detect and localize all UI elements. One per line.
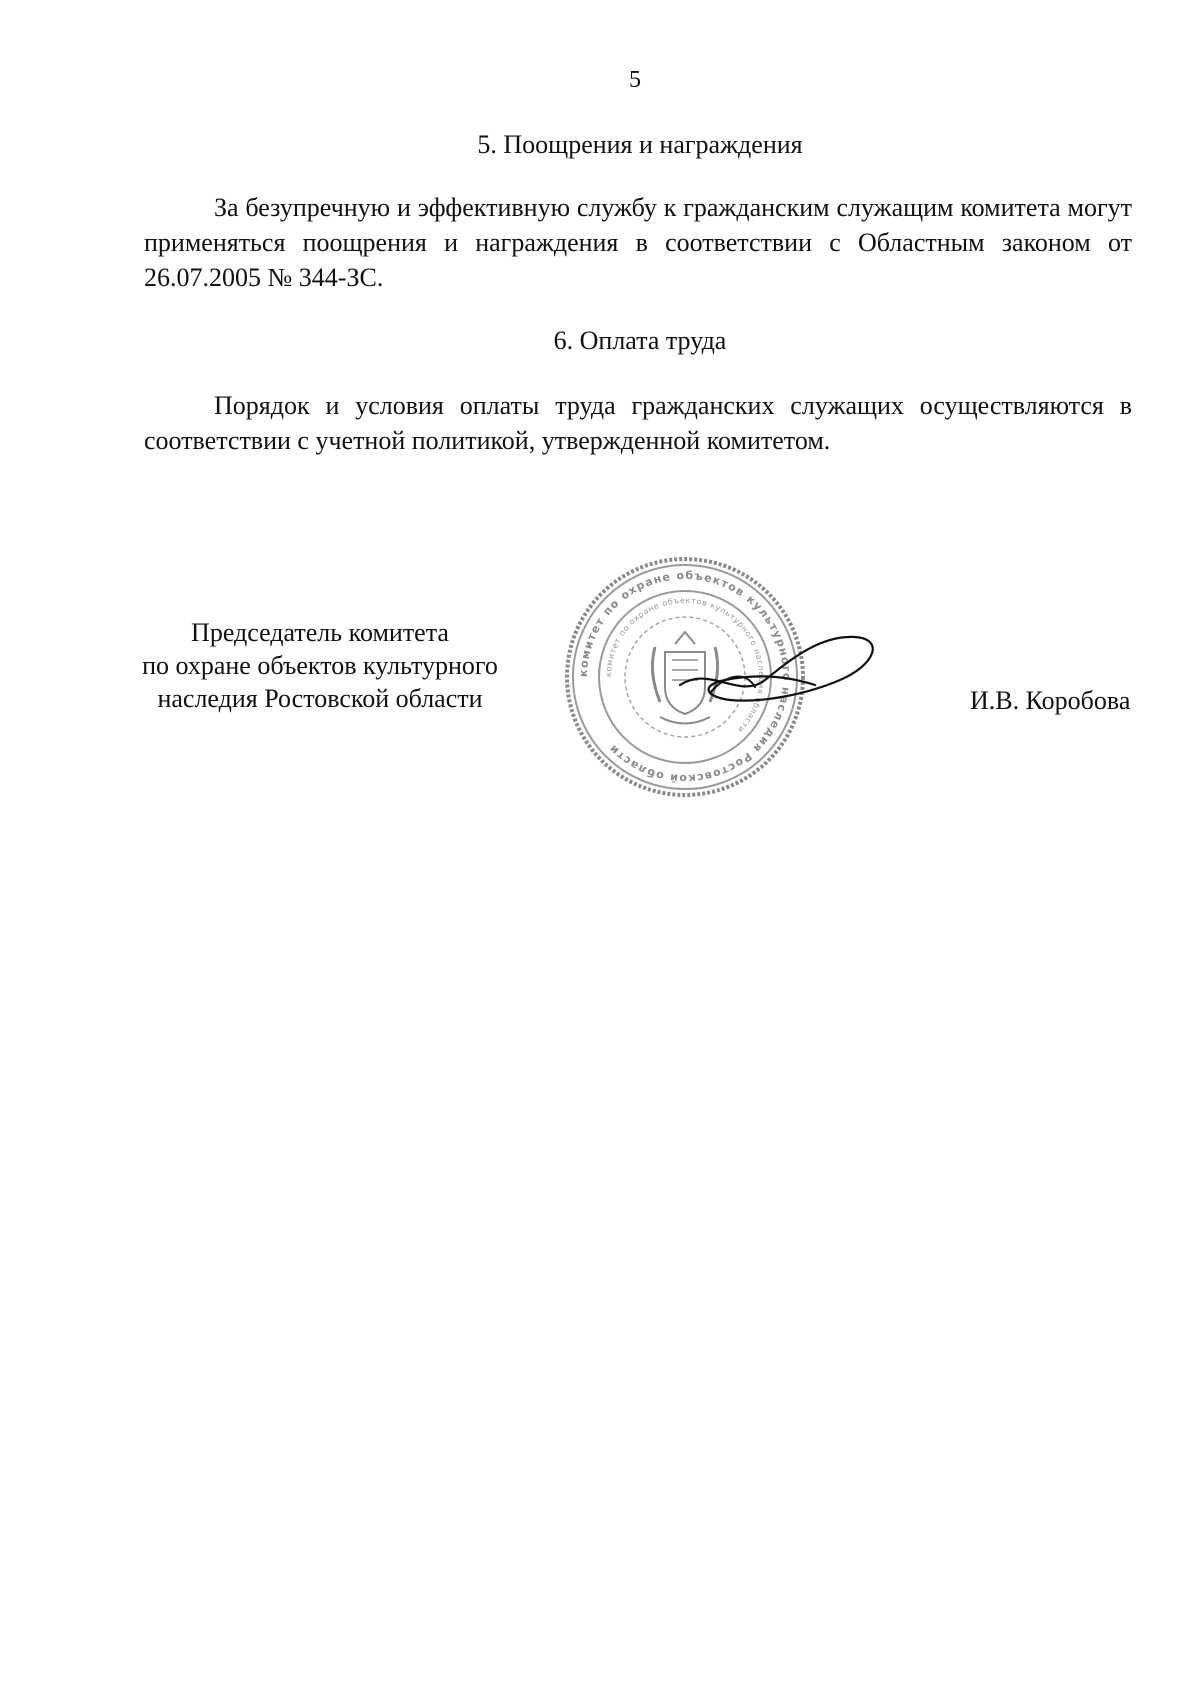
stamp-inner-text: комитет по охране объектов культурного наследия области	[603, 595, 767, 735]
signer-name: И.В. Коробова	[970, 686, 1131, 715]
signatory-title	[110, 616, 530, 715]
signatory-title-line: Председатель комитета	[191, 618, 449, 647]
signatory-title-line: наследия Ростовской области	[157, 684, 483, 713]
stamp-outer-text: комитет по охране объектов культурного наследия Ростовской области	[576, 568, 794, 786]
paragraph-payment: Порядок и условия оплаты труда гражданских служащих осуществляются в соответствии с учетной политикой, утвержденной комитетом.	[144, 391, 1132, 455]
page-number: 5	[629, 67, 641, 93]
section-heading-awards: 5. Поощрения и награждения	[477, 130, 803, 159]
signatory-title-line: по охране объектов культурного	[142, 651, 498, 680]
paragraph-awards: За безупречную и эффективную службу к гражданским служащим комитета могут применяться поощрения и награждения в соответствии с Областным законом от 26.07.2005 № 344-ЗС.	[144, 193, 1132, 292]
handwritten-signature	[670, 625, 890, 735]
section-heading-payment: 6. Оплата труда	[553, 326, 727, 355]
